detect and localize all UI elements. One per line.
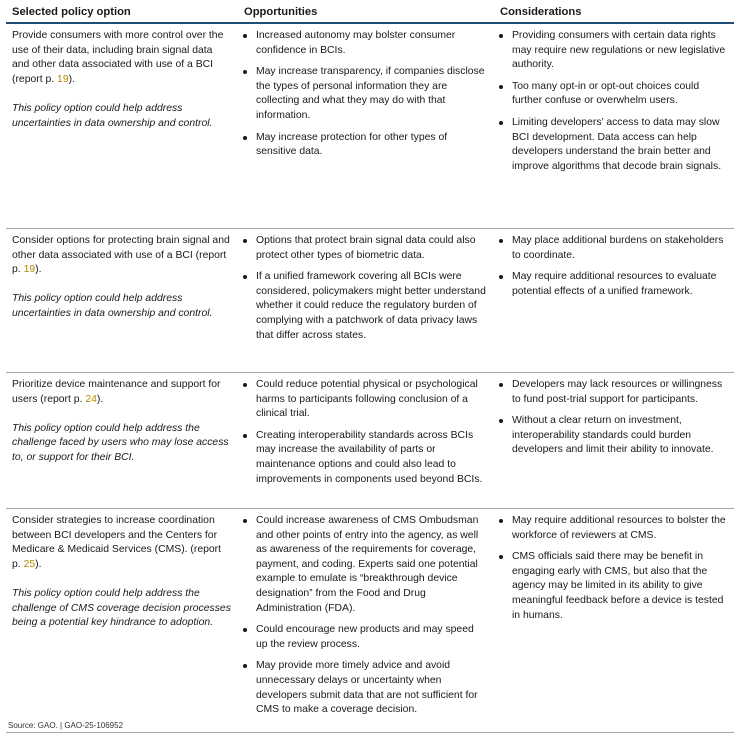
list-item: Providing consumers with certain data rights may require new regulations or new legislative authority. <box>496 29 728 73</box>
list-item: May increase protection for other types of sensitive data. <box>240 131 488 160</box>
list-item: Developers may lack resources or willingness to fund post-trial support for participants. <box>496 378 728 407</box>
policy-option-note: This policy option could help address uncertainties in data ownership and control. <box>12 293 213 319</box>
policy-option-cell <box>6 373 240 508</box>
list-item: May require additional resources to evaluate potential effects of a unified framework. <box>496 270 728 299</box>
policy-option-text: Consider strategies to increase coordination between BCI developers and the Centers for Medicare & Medicaid Services (CMS). (report p. <box>12 515 222 570</box>
header-considerations: Considerations <box>500 6 582 18</box>
list-item: Increased autonomy may bolster consumer confidence in BCIs. <box>240 29 488 58</box>
opportunities-cell <box>240 229 496 372</box>
list-item: Could increase awareness of CMS Ombudsman and other points of entry into the agency, as well as awareness of the requirements for coverage, payment, and coding. Experts said one potential example to emulate is “breakthrough device designation” from the Food and Drug Administration (FDA). <box>240 514 488 616</box>
considerations-cell <box>496 229 734 372</box>
policy-option-text: Consider options for protecting brain signal and other data associated with use of a BCI (report p. <box>12 235 230 276</box>
policy-option-tail: ). <box>96 393 104 405</box>
policy-options-table <box>6 4 734 733</box>
list-item: CMS officials said there may be benefit in engaging early with CMS, but also that the agency may be limited in its ability to give meaningful feedback before a device is tested in humans. <box>496 550 728 623</box>
considerations-cell <box>496 24 734 228</box>
table-row <box>6 229 734 373</box>
considerations-cell <box>496 373 734 508</box>
policy-option-cell <box>6 229 240 372</box>
list-item: May provide more timely advice and avoid unnecessary delays or uncertainty when developers submit data that are not sufficient for CMS to make a coverage decision. <box>240 659 488 717</box>
report-page-link[interactable]: 19 <box>23 264 36 276</box>
list-item: Could reduce potential physical or psychological harms to participants following conclusion of a clinical trial. <box>240 378 488 422</box>
policy-option-cell <box>6 24 240 228</box>
list-item: May increase transparency, if companies disclose the types of personal information they are collecting and what they may do with that information. <box>240 65 488 123</box>
source-note: Source: GAO. | GAO-25-106952 <box>8 721 124 730</box>
list-item: Too many opt-in or opt-out choices could further confuse or overwhelm users. <box>496 80 728 109</box>
policy-option-tail: ). <box>68 73 75 85</box>
report-page-link[interactable]: 25 <box>23 558 36 570</box>
list-item: Options that protect brain signal data could also protect other types of biometric data. <box>240 234 488 263</box>
policy-option-note: This policy option could help address the challenge faced by users who may lose access to, or support for their BCI. <box>12 422 229 463</box>
report-page-link[interactable]: 19 <box>57 73 69 85</box>
policy-option-cell <box>6 509 240 732</box>
list-item: Creating interoperability standards across BCIs may increase the availability of parts or maintenance options and could also lead to improvements in components used beyond BCIs. <box>240 429 488 487</box>
policy-option-tail: ). <box>35 558 42 570</box>
policy-option-note: This policy option could help address uncertainties in data ownership and control. <box>12 102 213 129</box>
report-page-link[interactable]: 24 <box>85 393 97 405</box>
policy-option-text: Prioritize device maintenance and support for users (report p. <box>12 379 221 405</box>
list-item: May place additional burdens on stakeholders to coordinate. <box>496 234 728 263</box>
table-row <box>6 24 734 229</box>
opportunities-cell <box>240 373 496 508</box>
list-item: Could encourage new products and may speed up the review process. <box>240 623 488 652</box>
list-item: Without a clear return on investment, interoperability standards could burden developers and limit their ability to innovate. <box>496 414 728 458</box>
policy-option-text: Provide consumers with more control over the use of their data, including brain signal data and other data associated with use of a BCI (report p. <box>12 30 224 85</box>
table-row <box>6 509 734 733</box>
list-item: May require additional resources to bolster the workforce of reviewers at CMS. <box>496 514 728 543</box>
header-selected-policy-option: Selected policy option <box>12 6 131 18</box>
table-row <box>6 373 734 509</box>
policy-option-tail: ). <box>35 264 42 276</box>
opportunities-cell <box>240 509 496 732</box>
table-header <box>6 4 734 24</box>
header-opportunities: Opportunities <box>244 6 318 18</box>
list-item: If a unified framework covering all BCIs were considered, policymakers might better understand whether it could reduce the regulatory burden of complying with a patchwork of data privacy laws that differ across states. <box>240 270 488 343</box>
policy-option-note: This policy option could help address the challenge of CMS coverage decision processes being a potential key hindrance to adoption. <box>12 587 231 629</box>
list-item: Limiting developers’ access to data may slow BCI development. Data access can help developers understand the brain better and improve algorithms that decode brain signals. <box>496 116 728 174</box>
opportunities-cell <box>240 24 496 228</box>
considerations-cell <box>496 509 734 732</box>
